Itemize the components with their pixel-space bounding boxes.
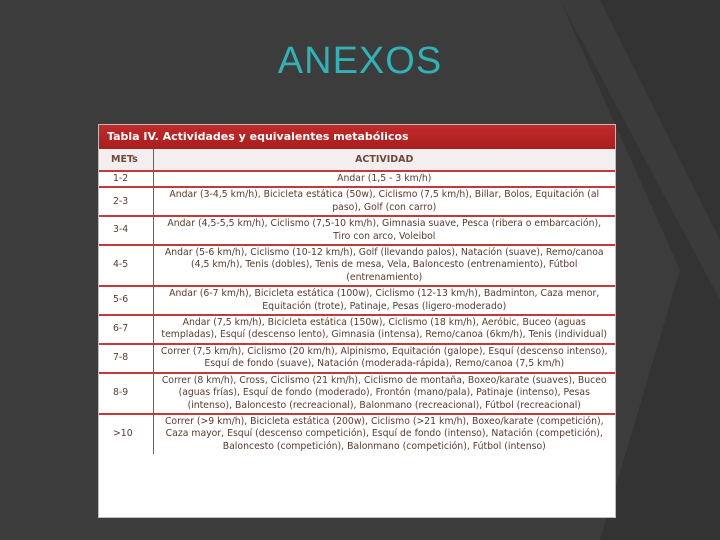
header-mets: METs xyxy=(99,149,153,171)
table-row xyxy=(99,344,615,373)
met-table xyxy=(99,149,615,454)
table-row xyxy=(99,187,615,216)
mets-cell: 7-8 xyxy=(99,344,153,373)
table-header-row xyxy=(99,149,615,171)
mets-cell: 6-7 xyxy=(99,315,153,344)
table-row xyxy=(99,414,615,454)
table-row xyxy=(99,245,615,286)
activity-cell: Andar (6-7 km/h), Bicicleta estática (100w), Ciclismo (12-13 km/h), Badminton, Caza menor, Equitación (trote), Patinaje, Pesas (ligero-moderado) xyxy=(153,286,615,315)
table-row xyxy=(99,286,615,315)
activity-cell: Andar (7,5 km/h), Bicicleta estática (150w), Ciclismo (18 km/h), Aeróbic, Buceo (aguas templadas), Esquí (descenso lento), Gimnasia (intensa), Remo/canoa (6km/h), Tenis (individual) xyxy=(153,315,615,344)
mets-cell: 1-2 xyxy=(99,171,153,187)
activity-cell: Andar (3-4,5 km/h), Bicicleta estática (50w), Ciclismo (7,5 km/h), Billar, Bolos, Equitación (al paso), Golf (con carro) xyxy=(153,187,615,216)
slide-title: ANEXOS xyxy=(277,40,443,82)
mets-cell: >10 xyxy=(99,414,153,454)
table-row xyxy=(99,315,615,344)
activity-cell: Andar (4,5-5,5 km/h), Ciclismo (7,5-10 km/h), Gimnasia suave, Pesca (ribera o embarcación), Tiro con arco, Voleibol xyxy=(153,216,615,245)
mets-cell: 3-4 xyxy=(99,216,153,245)
activity-cell: Correr (8 km/h), Cross, Ciclismo (21 km/h), Ciclismo de montaña, Boxeo/karate (suaves), Buceo (aguas frías), Esquí de fondo (moderado), Frontón (mano/pala), Patinaje (intenso), Pesas (intenso), Baloncesto (recreacional), Balonmano (recreacional), Fútbol (recreacional) xyxy=(153,373,615,414)
table-row xyxy=(99,216,615,245)
activity-cell: Correr (>9 km/h), Bicicleta estática (200w), Ciclismo (>21 km/h), Boxeo/karate (competición), Caza mayor, Esquí (descenso competición), Esquí de fondo (intenso), Natación (competición), Baloncesto (competición), Balonmano (competición), Fútbol (intenso) xyxy=(164,415,604,452)
activity-cell: Andar (5-6 km/h), Ciclismo (10-12 km/h), Golf (llevando palos), Natación (suave), Remo/canoa (4,5 km/h), Tenis (dobles), Tenis de mesa, Vela, Baloncesto (entrenamiento), Fútbol (entrenamiento) xyxy=(153,245,615,286)
activity-cell: Correr (7,5 km/h), Ciclismo (20 km/h), Alpinismo, Equitación (galope), Esquí (descenso intenso), Esquí de fondo (suave), Natación (moderada-rápida), Remo/canoa (7,5 km/h) xyxy=(153,344,615,373)
mets-cell: 4-5 xyxy=(99,245,153,286)
table-row xyxy=(99,171,615,187)
header-activity: ACTIVIDAD xyxy=(153,149,615,171)
mets-cell: 8-9 xyxy=(99,373,153,414)
mets-cell: 2-3 xyxy=(99,187,153,216)
table-caption: Tabla IV. Actividades y equivalentes metabólicos xyxy=(99,125,615,149)
met-table-image xyxy=(98,124,616,518)
mets-cell: 5-6 xyxy=(99,286,153,315)
table-row xyxy=(99,373,615,414)
activity-cell: Andar (1,5 - 3 km/h) xyxy=(153,171,615,187)
